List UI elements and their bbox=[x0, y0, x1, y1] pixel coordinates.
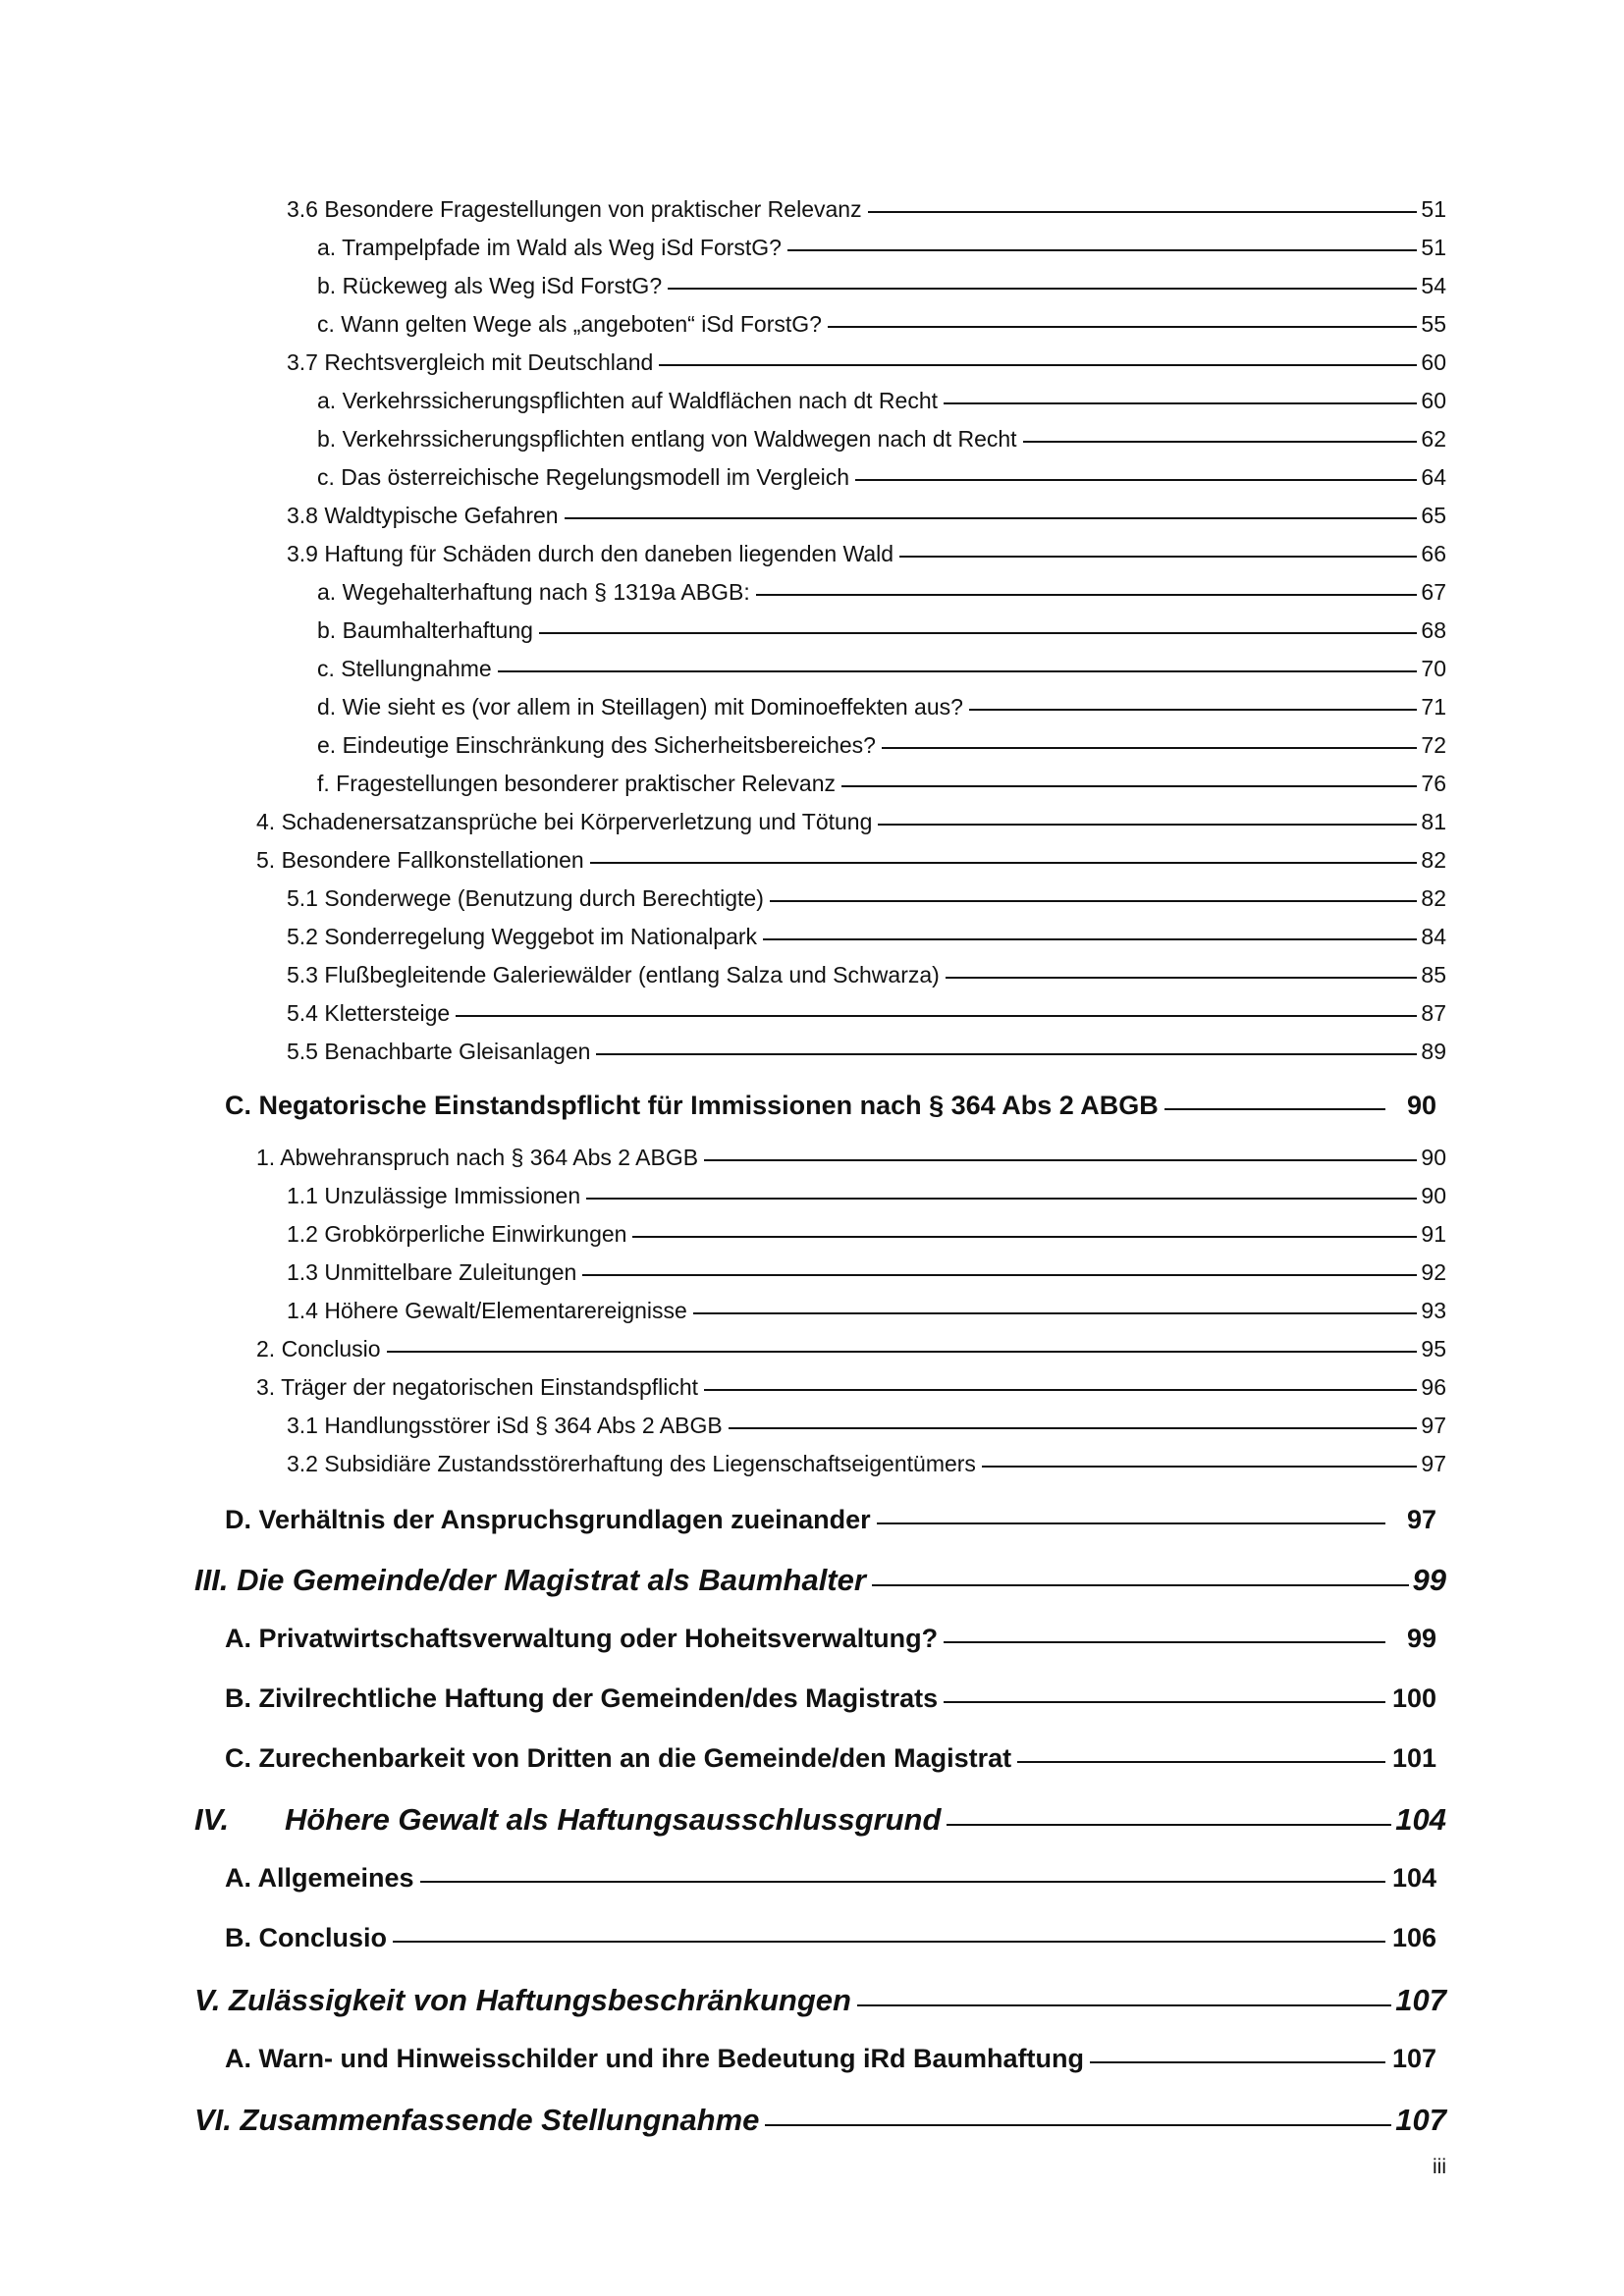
toc-entry-title: 3.1 Handlungsstörer iSd § 364 Abs 2 ABGB bbox=[287, 1413, 723, 1438]
toc-entry-page: 87 bbox=[1421, 1000, 1446, 1026]
toc-entry[interactable] bbox=[287, 1259, 1446, 1286]
dot-leader bbox=[387, 1351, 1418, 1353]
toc-heading[interactable] bbox=[225, 1683, 1436, 1714]
toc-heading[interactable] bbox=[225, 1091, 1436, 1121]
toc-entry-title: b. Baumhalterhaftung bbox=[317, 617, 533, 643]
toc-entry[interactable] bbox=[317, 656, 1446, 682]
toc-entry[interactable] bbox=[256, 809, 1446, 835]
toc-heading-page: 90 bbox=[1406, 1091, 1436, 1120]
toc-entry[interactable] bbox=[317, 273, 1446, 299]
toc-entry-page: 64 bbox=[1421, 464, 1446, 490]
toc-entry[interactable] bbox=[287, 1000, 1446, 1027]
page-number: iii bbox=[1433, 2156, 1446, 2178]
dot-leader bbox=[659, 364, 1417, 366]
toc-entry-page: 72 bbox=[1421, 732, 1446, 758]
toc-entry-page: 96 bbox=[1421, 1374, 1446, 1400]
toc-entry-title: a. Trampelpfade im Wald als Weg iSd ForstG? bbox=[317, 235, 782, 260]
toc-entry[interactable] bbox=[287, 1221, 1446, 1248]
dot-leader bbox=[1164, 1108, 1385, 1110]
toc-entry-page: 65 bbox=[1421, 503, 1446, 528]
toc-entry-page: 89 bbox=[1421, 1039, 1446, 1064]
toc-entry[interactable] bbox=[287, 1413, 1446, 1439]
dot-leader bbox=[420, 1881, 1385, 1883]
dot-leader bbox=[586, 1198, 1417, 1200]
toc-entry-page: 71 bbox=[1421, 694, 1446, 720]
dot-leader bbox=[756, 594, 1418, 596]
toc-heading[interactable] bbox=[225, 1505, 1436, 1535]
dot-leader bbox=[841, 785, 1417, 787]
toc-entry-page: 68 bbox=[1421, 617, 1446, 643]
dot-leader bbox=[539, 632, 1417, 634]
toc-entry-page: 60 bbox=[1421, 349, 1446, 375]
toc-entry-page: 70 bbox=[1421, 656, 1446, 681]
dot-leader bbox=[704, 1389, 1417, 1391]
toc-heading-page: 106 bbox=[1391, 1923, 1436, 1952]
toc-entry-title: a. Wegehalterhaftung nach § 1319a ABGB: bbox=[317, 579, 750, 605]
toc-entry[interactable] bbox=[287, 503, 1446, 529]
dot-leader bbox=[855, 479, 1417, 481]
toc-chapter-page: 107 bbox=[1395, 2103, 1446, 2137]
dot-leader bbox=[704, 1159, 1417, 1161]
dot-leader bbox=[787, 249, 1417, 251]
toc-heading-page: 104 bbox=[1391, 1863, 1436, 1893]
toc-entry-title: 3.7 Rechtsvergleich mit Deutschland bbox=[287, 349, 654, 375]
toc-chapter-title-text: Höhere Gewalt als Haftungsausschlussgrund bbox=[285, 1802, 942, 1837]
toc-entry[interactable] bbox=[256, 847, 1446, 874]
toc-entry[interactable] bbox=[287, 1298, 1446, 1324]
toc-entry-title: 3.8 Waldtypische Gefahren bbox=[287, 503, 559, 528]
toc-entry-title: 2. Conclusio bbox=[256, 1336, 381, 1362]
toc-entry-page: 91 bbox=[1421, 1221, 1446, 1247]
dot-leader bbox=[729, 1427, 1418, 1429]
toc-heading-title: B. Conclusio bbox=[225, 1923, 388, 1952]
toc-entry[interactable] bbox=[317, 235, 1446, 261]
toc-entry[interactable] bbox=[287, 885, 1446, 912]
toc-entry-page: 82 bbox=[1421, 847, 1446, 873]
toc-entry[interactable] bbox=[287, 1039, 1446, 1065]
toc-entry-title: 5.1 Sonderwege (Benutzung durch Berechtigte) bbox=[287, 885, 764, 911]
dot-leader bbox=[944, 1701, 1385, 1703]
toc-chapter-page: 104 bbox=[1395, 1802, 1446, 1837]
toc-entry[interactable] bbox=[317, 732, 1446, 759]
dot-leader bbox=[877, 1522, 1385, 1524]
toc-entry-page: 51 bbox=[1421, 235, 1446, 260]
toc-entry-title: 1.2 Grobkörperliche Einwirkungen bbox=[287, 1221, 627, 1247]
toc-entry[interactable] bbox=[317, 426, 1446, 453]
toc-heading-page: 107 bbox=[1391, 2044, 1436, 2073]
toc-heading-title: C. Zurechenbarkeit von Dritten an die Gemeinde/den Magistrat bbox=[225, 1743, 1012, 1773]
toc-entry-title: b. Rückeweg als Weg iSd ForstG? bbox=[317, 273, 663, 298]
toc-chapter-title: III. Die Gemeinde/der Magistrat als Baumhalter bbox=[194, 1563, 866, 1597]
toc-entry[interactable] bbox=[287, 924, 1446, 950]
toc-entry-page: 84 bbox=[1421, 924, 1446, 949]
toc-chapter[interactable] bbox=[194, 1802, 1446, 1838]
toc-entry-title: a. Verkehrssicherungspflichten auf Waldflächen nach dt Recht bbox=[317, 388, 939, 413]
dot-leader bbox=[456, 1015, 1417, 1017]
dot-leader bbox=[498, 670, 1418, 672]
toc-chapter-title: VI. Zusammenfassende Stellungnahme bbox=[194, 2103, 760, 2137]
toc-entry-title: 1.4 Höhere Gewalt/Elementarereignisse bbox=[287, 1298, 687, 1323]
dot-leader bbox=[1023, 441, 1418, 443]
toc-entry-title: 4. Schadenersatzansprüche bei Körperverletzung und Tötung bbox=[256, 809, 873, 834]
dot-leader bbox=[1017, 1761, 1385, 1763]
toc-entry[interactable] bbox=[256, 1336, 1446, 1362]
toc-entry-title: 1. Abwehranspruch nach § 364 Abs 2 ABGB bbox=[256, 1145, 699, 1170]
toc-entry-title: 1.1 Unzulässige Immissionen bbox=[287, 1183, 581, 1208]
toc-chapter-title bbox=[194, 1802, 941, 1838]
dot-leader bbox=[668, 288, 1417, 290]
dot-leader bbox=[565, 517, 1418, 519]
toc-heading-page: 97 bbox=[1406, 1505, 1436, 1534]
toc-entry-page: 97 bbox=[1421, 1413, 1446, 1438]
dot-leader bbox=[944, 1641, 1385, 1643]
toc-entry[interactable] bbox=[317, 579, 1446, 606]
toc-entry-title: c. Stellungnahme bbox=[317, 656, 492, 681]
toc-entry-title: 3.9 Haftung für Schäden durch den daneben liegenden Wald bbox=[287, 541, 894, 566]
dot-leader bbox=[828, 326, 1417, 328]
toc-heading-page: 99 bbox=[1406, 1624, 1436, 1653]
toc-entry-page: 97 bbox=[1421, 1451, 1446, 1476]
toc-entry-title: 3. Träger der negatorischen Einstandspflicht bbox=[256, 1374, 699, 1400]
toc-heading[interactable] bbox=[225, 2044, 1436, 2074]
toc-entry-page: 82 bbox=[1421, 885, 1446, 911]
toc-entry-page: 90 bbox=[1421, 1183, 1446, 1208]
toc-entry-page: 93 bbox=[1421, 1298, 1446, 1323]
dot-leader bbox=[946, 977, 1418, 979]
toc-heading[interactable] bbox=[225, 1624, 1436, 1654]
toc-entry-title: 5.2 Sonderregelung Weggebot im Nationalpark bbox=[287, 924, 758, 949]
toc-entry[interactable] bbox=[317, 388, 1446, 414]
toc-entry-page: 54 bbox=[1421, 273, 1446, 298]
toc-heading[interactable] bbox=[225, 1743, 1436, 1774]
toc-entry-page: 62 bbox=[1421, 426, 1446, 452]
toc-entry-title: 5.3 Flußbegleitende Galeriewälder (entlang Salza und Schwarza) bbox=[287, 962, 940, 988]
toc-entry-title: 3.6 Besondere Fragestellungen von praktischer Relevanz bbox=[287, 196, 862, 222]
dot-leader bbox=[582, 1274, 1417, 1276]
toc-entry-page: 90 bbox=[1421, 1145, 1446, 1170]
dot-leader bbox=[596, 1053, 1417, 1055]
dot-leader bbox=[868, 211, 1418, 213]
toc-entry-page: 67 bbox=[1421, 579, 1446, 605]
toc-entry[interactable] bbox=[287, 1451, 1446, 1477]
toc-entry-page: 81 bbox=[1421, 809, 1446, 834]
dot-leader bbox=[899, 556, 1417, 558]
toc-heading-title: A. Allgemeines bbox=[225, 1863, 414, 1893]
dot-leader bbox=[947, 1824, 1391, 1826]
toc-chapter-title: V. Zulässigkeit von Haftungsbeschränkungen bbox=[194, 1983, 851, 2017]
toc-heading-title: B. Zivilrechtliche Haftung der Gemeinden/des Magistrats bbox=[225, 1683, 939, 1713]
toc-heading[interactable] bbox=[225, 1923, 1436, 1953]
dot-leader bbox=[693, 1312, 1418, 1314]
toc-heading-title: A. Warn- und Hinweisschilder und ihre Bedeutung iRd Baumhaftung bbox=[225, 2044, 1085, 2073]
dot-leader bbox=[770, 900, 1418, 902]
toc-entry[interactable] bbox=[287, 196, 1446, 223]
toc-entry-page: 85 bbox=[1421, 962, 1446, 988]
toc-entry-page: 76 bbox=[1421, 771, 1446, 796]
toc-entry-title: c. Wann gelten Wege als „angeboten“ iSd ForstG? bbox=[317, 311, 822, 337]
toc-entry-page: 51 bbox=[1421, 196, 1446, 222]
dot-leader bbox=[872, 1584, 1409, 1586]
dot-leader bbox=[982, 1466, 1417, 1468]
dot-leader bbox=[944, 402, 1417, 404]
toc-entry[interactable] bbox=[256, 1145, 1446, 1171]
toc-entry-page: 60 bbox=[1421, 388, 1446, 413]
toc-entry-title: f. Fragestellungen besonderer praktischer Relevanz bbox=[317, 771, 837, 796]
toc-chapter[interactable] bbox=[194, 1983, 1446, 2018]
toc-entry-page: 92 bbox=[1421, 1259, 1446, 1285]
dot-leader bbox=[857, 2004, 1391, 2006]
toc-entry-title: 3.2 Subsidiäre Zustandsstörerhaftung des Liegenschaftseigentümers bbox=[287, 1451, 976, 1476]
toc-chapter[interactable] bbox=[194, 2103, 1446, 2138]
dot-leader bbox=[878, 824, 1417, 826]
dot-leader bbox=[765, 2124, 1391, 2126]
toc-chapter-page: 99 bbox=[1412, 1563, 1446, 1597]
roman-numeral: IV. bbox=[194, 1802, 230, 1837]
toc-entry-title: c. Das österreichische Regelungsmodell im Vergleich bbox=[317, 464, 850, 490]
toc-chapter[interactable] bbox=[194, 1563, 1446, 1598]
toc-entry[interactable] bbox=[256, 1374, 1446, 1401]
toc-chapter-page: 107 bbox=[1395, 1983, 1446, 2017]
toc-entry-title: 5. Besondere Fallkonstellationen bbox=[256, 847, 584, 873]
toc-entry-title: 5.4 Klettersteige bbox=[287, 1000, 451, 1026]
toc-entry[interactable] bbox=[317, 771, 1446, 797]
toc-entry-page: 66 bbox=[1421, 541, 1446, 566]
toc-entry-page: 95 bbox=[1421, 1336, 1446, 1362]
dot-leader bbox=[632, 1236, 1417, 1238]
toc-entry[interactable] bbox=[287, 349, 1446, 376]
dot-leader bbox=[969, 709, 1417, 711]
dot-leader bbox=[763, 938, 1417, 940]
toc-heading-title: A. Privatwirtschaftsverwaltung oder Hoheitsverwaltung? bbox=[225, 1624, 939, 1653]
dot-leader bbox=[882, 747, 1417, 749]
dot-leader bbox=[393, 1941, 1385, 1943]
toc-entry[interactable] bbox=[317, 617, 1446, 644]
dot-leader bbox=[590, 862, 1418, 864]
toc-entry[interactable] bbox=[317, 311, 1446, 338]
toc-heading-page: 100 bbox=[1391, 1683, 1436, 1713]
toc-entry[interactable] bbox=[287, 1183, 1446, 1209]
toc-heading[interactable] bbox=[225, 1863, 1436, 1894]
toc-entry[interactable] bbox=[287, 541, 1446, 567]
toc-entry-title: 5.5 Benachbarte Gleisanlagen bbox=[287, 1039, 591, 1064]
toc-entry[interactable] bbox=[317, 464, 1446, 491]
toc-heading-page: 101 bbox=[1391, 1743, 1436, 1773]
toc-entry-title: e. Eindeutige Einschränkung des Sicherheitsbereiches? bbox=[317, 732, 876, 758]
dot-leader bbox=[1090, 2061, 1385, 2063]
toc-entry[interactable] bbox=[317, 694, 1446, 721]
toc-entry-title: d. Wie sieht es (vor allem in Steillagen) mit Dominoeffekten aus? bbox=[317, 694, 963, 720]
toc-entry-title: b. Verkehrssicherungspflichten entlang von Waldwegen nach dt Recht bbox=[317, 426, 1017, 452]
toc-entry-page: 55 bbox=[1421, 311, 1446, 337]
toc-heading-title: D. Verhältnis der Anspruchsgrundlagen zueinander bbox=[225, 1505, 871, 1534]
toc-heading-title: C. Negatorische Einstandspflicht für Immissionen nach § 364 Abs 2 ABGB bbox=[225, 1091, 1159, 1120]
toc-entry[interactable] bbox=[287, 962, 1446, 988]
toc-entry-title: 1.3 Unmittelbare Zuleitungen bbox=[287, 1259, 577, 1285]
